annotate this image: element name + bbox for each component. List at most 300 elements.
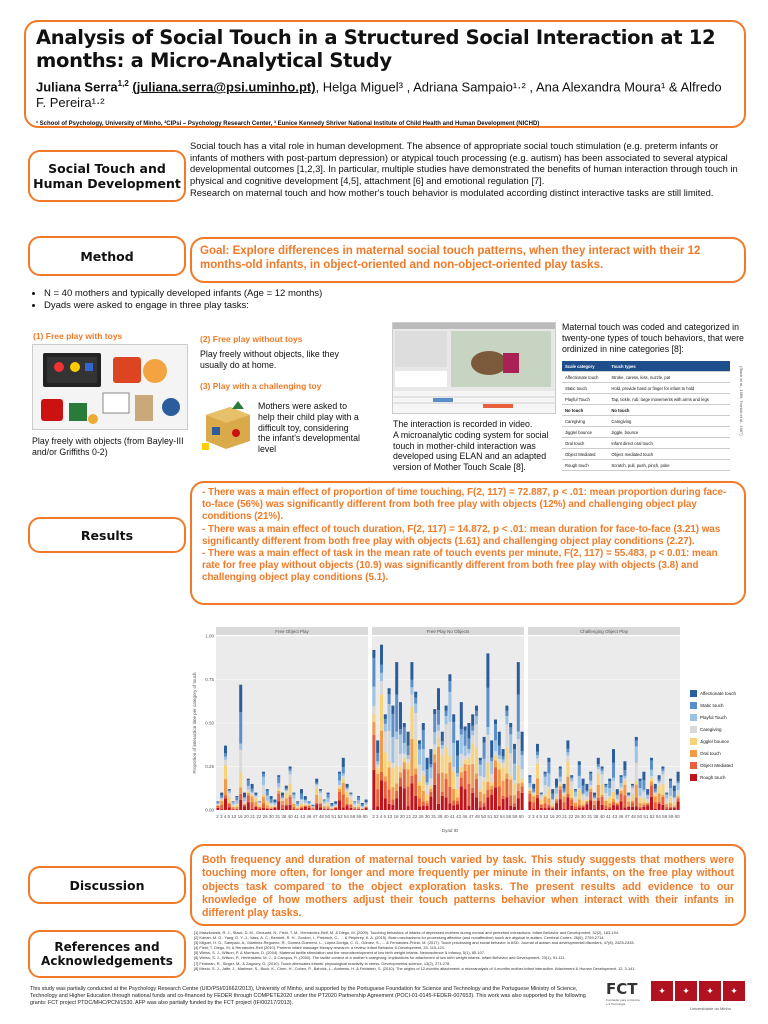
table-row (562, 383, 730, 394)
chart-bar-segment (342, 794, 345, 807)
chart-bar-segment (289, 774, 292, 784)
chart-bar-segment (247, 786, 250, 790)
chart-bar-segment (407, 806, 410, 810)
chart-bar-segment (365, 807, 368, 808)
chart-bar-segment (532, 796, 535, 802)
chart-bar-segment (616, 794, 619, 795)
chart-bar-segment (228, 790, 231, 791)
chart-bar-segment (631, 789, 634, 795)
chart-bar-segment (315, 779, 318, 783)
chart-bar-segment (216, 803, 219, 804)
chart-bar-segment (654, 792, 657, 793)
chart-bar-segment (262, 803, 265, 808)
chart-bar-segment (300, 807, 303, 808)
chart-bar-segment (608, 781, 611, 788)
chart-bar-segment (300, 808, 303, 810)
chart-bar-segment (509, 795, 512, 805)
chart-bar-segment (509, 775, 512, 779)
chart-bar-segment (292, 807, 295, 809)
chart-bar-segment (346, 805, 349, 810)
chart-bar-segment (448, 787, 451, 803)
chart-bar-segment (292, 799, 295, 803)
chart-bar-segment (677, 772, 680, 782)
chart-bar-segment (616, 804, 619, 806)
chart-bar-segment (330, 805, 333, 807)
chart-bar-segment (308, 805, 311, 806)
chart-bar-segment (407, 755, 410, 759)
chart-bar-segment (479, 760, 482, 764)
chart-bar-segment (582, 793, 585, 795)
chart-bar-segment (441, 755, 444, 772)
chart-bar-segment (277, 789, 280, 791)
chart-bar-segment (635, 737, 638, 741)
chart-bar-segment (471, 735, 474, 743)
chart-bar-segment (498, 755, 501, 759)
chart-bar-segment (604, 784, 607, 785)
chart-bar-segment (677, 783, 680, 790)
chart-bar-segment (642, 799, 645, 804)
chart-bar-segment (319, 807, 322, 810)
chart-bar-segment (270, 808, 273, 809)
chart-bar-segment (574, 806, 577, 809)
chart-bar-segment (403, 769, 406, 788)
chart-bar-segment (380, 731, 383, 772)
chart-bar-segment (232, 802, 235, 804)
chart-bar-segment (563, 794, 566, 796)
chart-bar-segment (486, 763, 489, 782)
legend-item (690, 762, 736, 769)
chart-bar-segment (623, 778, 626, 780)
chart-bar-segment (239, 772, 242, 787)
chart-bar-segment (479, 807, 482, 810)
chart-bar-segment (319, 797, 322, 802)
chart-bar-segment (437, 804, 440, 810)
chart-bar-segment (646, 789, 649, 794)
chart-bar-segment (277, 791, 280, 794)
chart-bar-segment (555, 788, 558, 794)
chart-bar-segment (426, 785, 429, 794)
chart-bar-segment (532, 794, 535, 796)
chart-bar-segment (498, 763, 501, 769)
chart-bar-segment (540, 794, 543, 795)
chart-bar-segment (266, 802, 269, 806)
chart-bar-segment (334, 801, 337, 803)
chart-bar-segment (635, 798, 638, 807)
chart-bar-segment (582, 795, 585, 801)
chart-bar-segment (319, 803, 322, 804)
chart-bar-segment (346, 790, 349, 792)
chart-bar-segment (574, 802, 577, 803)
chart-bar-segment (589, 772, 592, 774)
chart-bar-segment (216, 806, 219, 808)
chart-bar-segment (338, 789, 341, 792)
chart-bar-segment (650, 758, 653, 761)
chart-bar-segment (494, 760, 497, 767)
chart-bar-segment (578, 808, 581, 810)
chart-bar-segment (612, 762, 615, 777)
chart-bar-segment (673, 791, 676, 797)
chart-bar-segment (410, 776, 413, 783)
reference-item: [1] Maszkowski, R. J., Stack, D. M., Girouard, N., Field, T. M., Hernandez-Reif, M. & Diego, M. (2009). Touching behaviors of infants of depressed mothers during normal and perturbed interactions. Infant Behavior and Development, 32(2), 183-194. (194, 930, 620, 935)
chart-bar-segment (547, 762, 550, 773)
chart-bar-segment (437, 710, 440, 725)
chart-bar-segment (532, 793, 535, 794)
chart-bar-segment (254, 802, 257, 806)
chart-bar-segment (505, 773, 508, 778)
chart-bar-segment (467, 765, 470, 784)
chart-bar-segment (395, 739, 398, 766)
chart-bar-segment (608, 779, 611, 782)
chart-bar-segment (216, 808, 219, 810)
chart-bar-segment (616, 805, 619, 810)
chart-bar-segment (437, 737, 440, 747)
chart-bar-segment (505, 706, 508, 711)
chart-bar-segment (388, 731, 391, 761)
uminho-logo-block (650, 980, 746, 1002)
chart-bar-segment (555, 794, 558, 798)
chart-bar-segment (551, 800, 554, 804)
chart-bar-segment (445, 724, 448, 747)
chart-bar-segment (578, 791, 581, 800)
chart-bar-segment (486, 782, 489, 790)
chart-bar-segment (410, 662, 413, 680)
chart-bar-segment (388, 789, 391, 804)
chart-bar-segment (620, 777, 623, 783)
chart-bar-segment (235, 796, 238, 797)
chart-bar-segment (658, 793, 661, 802)
chart-bar-segment (467, 806, 470, 810)
chart-bar-segment (559, 782, 562, 784)
chart-bar-segment (604, 806, 607, 809)
chart-bar-segment (536, 764, 539, 779)
chart-bar-segment (479, 758, 482, 761)
chart-bar-segment (285, 798, 288, 804)
chart-bar-segment (471, 731, 474, 736)
chart-bar-segment (547, 799, 550, 805)
chart-bar-segment (608, 797, 611, 803)
chart-bar-segment (517, 766, 520, 784)
reference-item: [2] Kanan, M. G., Yang, D. Y.-J., Vass, A. C., Bennett, R. H., Gordon, I., Pretzsch, C., ... & Pelphrey, K. A. (2015). Brain mechanisms for processing affective (and nonaffective) touch are atypical in autism. Cerebral Cortex, 26(6), 2709-2714. (194, 935, 605, 941)
chart-bar-segment (216, 802, 219, 804)
x-axis-label: Dyad ID (441, 828, 459, 833)
chart-bar-segment (346, 788, 349, 789)
chart-bar-segment (235, 804, 238, 807)
chart-bar-segment (551, 804, 554, 807)
y-axis-label: Proportion of interaction time per category of touch (192, 672, 197, 774)
chart-bar-segment (429, 767, 432, 778)
chart-bar-segment (483, 737, 486, 743)
chart-bar-segment (475, 747, 478, 773)
table-cell: Tap, tickle, rub, large movements with arms and legs (608, 394, 730, 405)
section-label-results: Results (28, 517, 186, 553)
chart-bar-segment (460, 786, 463, 810)
chart-bar-segment (585, 800, 588, 801)
chart-bar-segment (494, 767, 497, 787)
chart-bar-segment (464, 731, 467, 746)
chart-bar-segment (521, 779, 524, 783)
legend-item (690, 774, 736, 781)
chart-bar-segment (612, 805, 615, 810)
chart-bar-segment (490, 795, 493, 810)
chart-bar-segment (513, 795, 516, 803)
chart-bar-segment (464, 789, 467, 810)
touch-categories-table (562, 361, 730, 471)
chart-bar-segment (399, 702, 402, 729)
chart-bar-segment (650, 770, 653, 776)
chart-bar-segment (570, 775, 573, 777)
chart-bar-segment (540, 805, 543, 808)
chart-bar-segment (570, 781, 573, 789)
chart-bar-segment (601, 797, 604, 805)
chart-bar-segment (357, 804, 360, 807)
chart-bar-segment (441, 732, 444, 741)
chart-bar-segment (502, 749, 505, 756)
funding-text: This study was partially conducted at the Psychology Research Centre (UID/PSI/01662/2013), University of Minho, and supported by the Portuguese Foundation for Science and Technology and the Portuguese Ministry of Science, Technology and Higher Education through national funds and co-financed by FEDER through COMPETE2020 under the PT2020 Partnership Agreement (POCI-01-0145-FEDER-007653). This work was also supported by the following grants: FCT project PTDC/MHC/PCN/1530. AFP was also partially funded by the FCT project (IF/00217/2013). (30, 986, 586, 1006)
chart-bar-segment (273, 800, 276, 803)
chart-bar-segment (654, 809, 657, 810)
chart-bar-segment (677, 797, 680, 799)
chart-bar-segment (593, 798, 596, 799)
chart-bar-segment (642, 790, 645, 792)
chart-bar-segment (372, 735, 375, 770)
chart-bar-segment (623, 808, 626, 810)
chart-bar-segment (551, 807, 554, 808)
chart-bar-segment (456, 797, 459, 800)
chart-bar-segment (547, 758, 550, 762)
chart-bar-segment (281, 799, 284, 800)
chart-bar-segment (631, 787, 634, 789)
chart-bar-segment (566, 797, 569, 810)
chart-bar-segment (467, 758, 470, 765)
chart-bar-segment (388, 688, 391, 694)
chart-bar-segment (551, 799, 554, 800)
table-header-row (562, 361, 730, 372)
chart-bar-segment (593, 800, 596, 801)
chart-bar-segment (289, 767, 292, 769)
chart-bar-segment (266, 795, 269, 800)
chart-bar-segment (574, 803, 577, 807)
chart-bar-segment (384, 753, 387, 777)
chart-bar-segment (452, 805, 455, 810)
chart-bar-segment (376, 774, 379, 789)
chart-bar-segment (597, 769, 600, 773)
chart-bar-segment (578, 761, 581, 765)
chart-bar-segment (528, 787, 531, 789)
chart-bar-segment (521, 769, 524, 778)
chart-bar-segment (258, 807, 261, 809)
chart-bar-segment (623, 770, 626, 776)
y-tick-label: 0.00 (205, 807, 214, 813)
table-cell: Affectionate touch (562, 372, 608, 383)
chart-bar-segment (346, 792, 349, 798)
chart-bar-segment (479, 801, 482, 807)
chart-bar-segment (620, 787, 623, 789)
chart-bar-segment (502, 756, 505, 759)
section-label-references: References and Acknowledgements (28, 930, 186, 978)
chart-bar-segment (665, 793, 668, 794)
chart-bar-segment (418, 807, 421, 810)
chart-bar-segment (361, 809, 364, 810)
intro-paragraph-1: Social touch has a vital role in human development. The absence of appropriate social touch stimulation (e.g. preterm infants or infants of mothers with post-partum depression) or atypical touch processing (e.g. autism) has been associated to several atypical developmental outcomes [1,2,3]. In particular, multiple studies have demonstrated the benefits of human interaction through touch in physical and cognitive development [4,5], attachment [6] and emotional regulation [7]. (190, 140, 738, 187)
chart-bar-segment (540, 793, 543, 794)
chart-bar-segment (650, 785, 653, 796)
chart-bar-segment (460, 772, 463, 777)
chart-bar-segment (426, 803, 429, 806)
uminho-logo-icon: ✦ (722, 980, 746, 1002)
chart-bar-segment (623, 761, 626, 770)
chart-bar-segment (410, 695, 413, 707)
table-cell: Static touch (562, 383, 608, 394)
chart-bar-segment (475, 724, 478, 747)
chart-bar-segment (604, 793, 607, 800)
chart-bar-segment (338, 785, 341, 787)
author-email[interactable]: (juliana.serra@psi.uminho.pt) (132, 79, 316, 95)
chart-bar-segment (589, 781, 592, 786)
y-tick-label: 0.25 (205, 764, 214, 769)
chart-bar-segment (422, 775, 425, 791)
chart-bar-segment (414, 739, 417, 769)
table-cell: Object Mediated (562, 449, 608, 460)
shape-sorter-illustration (200, 397, 254, 453)
chart-bar-segment (239, 800, 242, 810)
chart-bar-segment (513, 764, 516, 781)
chart-bar-segment (658, 804, 661, 810)
chart-bar-segment (505, 747, 508, 773)
chart-bar-segment (300, 789, 303, 794)
chart-bar-segment (578, 765, 581, 776)
chart-bar-segment (323, 808, 326, 809)
legend-label: Oral touch (700, 751, 721, 756)
table-cell: No touch (608, 405, 730, 416)
chart-bar-segment (673, 797, 676, 798)
chart-bar-segment (410, 783, 413, 810)
chart-bar-segment (509, 780, 512, 796)
chart-bar-segment (372, 650, 375, 658)
chart-bar-segment (266, 809, 269, 810)
chart-bar-segment (551, 808, 554, 810)
chart-bar-segment (429, 778, 432, 785)
table-row (562, 372, 730, 383)
chart-bar-segment (422, 806, 425, 810)
chart-bar-segment (224, 760, 227, 765)
chart-bar-segment (620, 775, 623, 777)
chart-bar-segment (285, 793, 288, 798)
chart-bar-segment (289, 797, 292, 805)
chart-bar-segment (665, 793, 668, 794)
chart-bar-segment (407, 769, 410, 786)
chart-bar-segment (631, 802, 634, 807)
fct-logo (606, 980, 642, 1006)
section-label-discussion: Discussion (28, 866, 186, 904)
chart-bar-segment (254, 795, 257, 796)
chart-bar-segment (391, 787, 394, 800)
chart-bar-segment (399, 729, 402, 734)
chart-bar-segment (380, 681, 383, 694)
chart-bar-segment (532, 809, 535, 810)
legend-label: Playful Touch (700, 715, 727, 720)
table-header: Scale category (562, 361, 608, 372)
legend-item (690, 750, 736, 757)
reference-item: [4] Field, T, Diego, M, & Hernandez-Reif (2010). Preterm infant massage therapy research: a review. Infant Behavior & Development, 33, 115-124. (194, 945, 445, 951)
chart-bar-segment (289, 795, 292, 797)
chart-bar-segment (555, 799, 558, 801)
chart-bar-segment (467, 784, 470, 806)
chart-bar-segment (327, 794, 330, 798)
reference-item: [6] Weiss, S. J., Wilson, P., Hertenstein, M. J., & Campos, R. (2000). The tactile context of a mother's caregiving: implications for attachment of low birth weight infants. Infant Behavior and Development, 23(1), 91-111. (194, 955, 566, 961)
chart-bar-segment (646, 795, 649, 799)
chart-bar-segment (235, 804, 238, 805)
chart-bar-segment (627, 807, 630, 810)
chart-bar-segment (555, 787, 558, 789)
chart-bar-segment (399, 734, 402, 753)
chart-bar-segment (433, 714, 436, 732)
chart-bar-segment (338, 774, 341, 781)
reference-item: [7] Feldman, R., Singer, M., & Zagoory, O. (2010). Touch attenuates infants' physiological reactivity to stress. Developmental science, 13(2), 271-278. (194, 960, 451, 966)
chart-bar-segment (292, 793, 295, 794)
chart-bar-segment (483, 743, 486, 759)
chart-bar-segment (544, 795, 547, 797)
chart-bar-segment (285, 791, 288, 793)
chart-bar-segment (540, 796, 543, 800)
chart-bar-segment (391, 768, 394, 787)
chart-bar-segment (258, 803, 261, 805)
chart-bar-segment (407, 732, 410, 746)
x-tick-labels: 2 3 4 5 13 16 20 21 22 26 30 31 38 40 41 43 46 47 48 50 51 52 54 58 59 60 (372, 814, 524, 819)
chart-bar-segment (464, 756, 467, 760)
chart-bar-segment (540, 804, 543, 805)
chart-bar-segment (235, 809, 238, 810)
chart-bar-segment (601, 774, 604, 784)
chart-bar-segment (475, 797, 478, 810)
chart-bar-segment (391, 805, 394, 810)
chart-bar-segment (441, 741, 444, 745)
chart-bar-segment (407, 746, 410, 755)
chart-bar-segment (601, 784, 604, 795)
chart-bar-segment (536, 798, 539, 810)
chart-bar-segment (517, 791, 520, 798)
chart-bar-segment (639, 788, 642, 796)
chart-bar-segment (315, 782, 318, 784)
chart-bar-segment (677, 795, 680, 797)
chart-bar-segment (388, 694, 391, 704)
table-cell: Infant direct oral touch (608, 438, 730, 449)
intro-paragraph-2: Research on maternal touch and how mother's touch behavior is modulated according distinct interactive tasks are still limited. (190, 186, 714, 198)
results-box (190, 481, 746, 605)
chart-bar-segment (334, 808, 337, 810)
chart-bar-segment (232, 804, 235, 806)
chart-bar-segment (247, 779, 250, 781)
chart-bar-segment (460, 734, 463, 753)
chart-bar-segment (627, 802, 630, 806)
chart-bar-segment (361, 807, 364, 808)
chart-bar-segment (627, 796, 630, 797)
chart-bar-segment (296, 804, 299, 806)
chart-bar-segment (673, 806, 676, 807)
chart-bar-segment (243, 801, 246, 803)
chart-bar-segment (365, 800, 368, 803)
chart-bar-segment (597, 798, 600, 801)
chart-bar-segment (486, 653, 489, 687)
uminho-logo-icon: ✦ (674, 980, 698, 1002)
chart-bar-segment (547, 807, 550, 810)
chart-bar-segment (502, 759, 505, 762)
chart-bar-segment (429, 786, 432, 789)
table-row (562, 449, 730, 460)
chart-bar-segment (262, 785, 265, 795)
uminho-logo-icon: ✦ (698, 980, 722, 1002)
x-tick-labels: 2 3 4 5 13 16 20 21 22 26 30 31 38 40 41 43 46 47 48 50 51 52 54 58 59 60 (216, 814, 368, 819)
chart-bar-segment (273, 805, 276, 806)
